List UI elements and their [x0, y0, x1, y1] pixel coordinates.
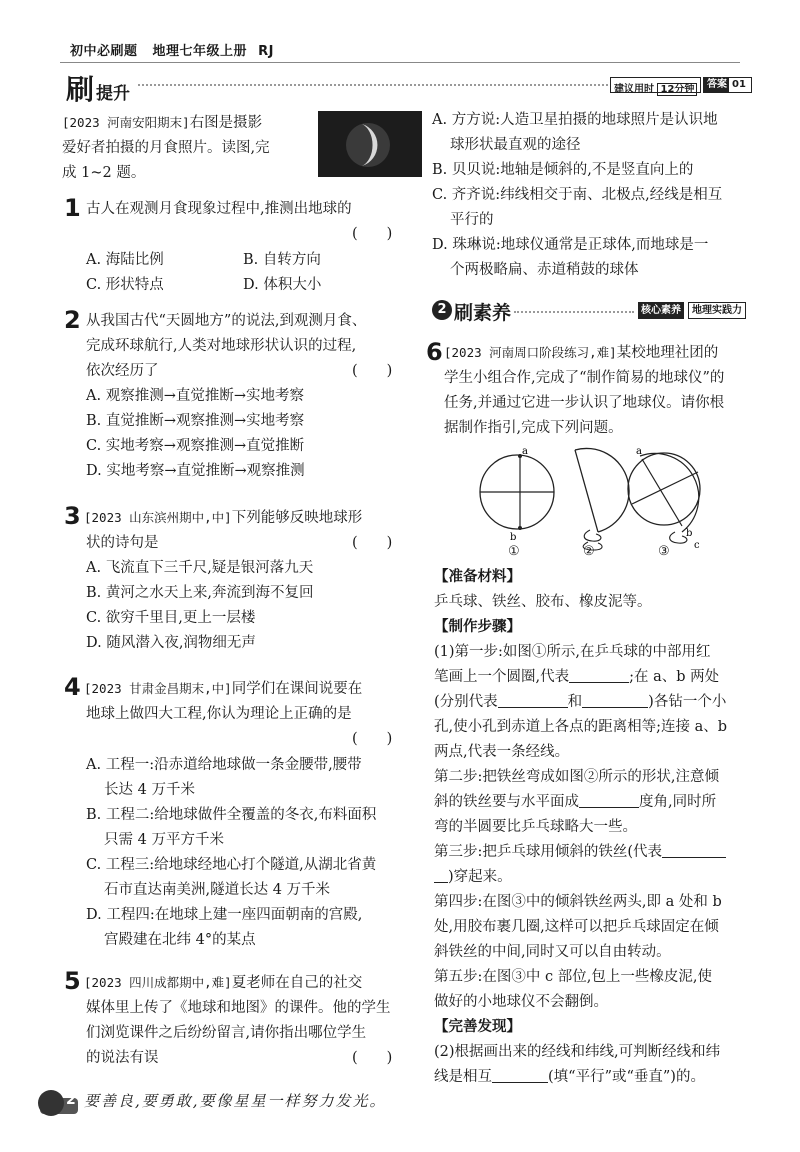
q3-source: [2023 山东滨州期中,中]	[84, 510, 232, 525]
step1-line-5: 两点,代表一条经线。	[434, 744, 570, 760]
q5-source: [2023 四川成都期中,难]	[84, 975, 232, 990]
q4-option-d-1[interactable]: D. 工程四:在地球上建一座四面朝南的宫殿,	[86, 907, 363, 923]
time-badge	[610, 77, 701, 93]
section-2-dotline	[514, 311, 634, 313]
footer-logo-icon	[38, 1090, 64, 1116]
intro-source: [2023 河南安阳期末]	[62, 115, 190, 130]
q4-option-d-2[interactable]: 宫殿建在北纬 4°的某点	[104, 932, 256, 948]
angle-blank[interactable]	[579, 792, 639, 808]
improve-line-2: 线是相互 (填“平行”或“垂直”)的。	[434, 1069, 705, 1085]
moon-icon	[318, 111, 422, 177]
series-name: 初中必刷题	[70, 44, 138, 59]
q4-number: 4	[64, 673, 81, 701]
figure-label-2: ②	[583, 544, 595, 559]
q1-option-b[interactable]: B. 自转方向	[243, 252, 321, 268]
time-label: 建议用时	[614, 84, 654, 95]
q3-option-d[interactable]: D. 随风潜入夜,润物细无声	[86, 635, 256, 651]
q5-number: 5	[64, 967, 81, 995]
improve-title: 【完善发现】	[434, 1018, 521, 1035]
lunar-eclipse-photo	[318, 111, 422, 177]
answer-label: 答案	[707, 79, 727, 90]
q4-option-c-2[interactable]: 石市直达南美洲,隧道长达 4 万千米	[104, 882, 331, 898]
fig3-point-b: b	[686, 528, 693, 539]
step3-line-1: 第三步:把乒乓球用倾斜的铁丝(代表	[434, 840, 726, 865]
step2-line-2: 斜的铁丝要与水平面成 度角,同时所	[434, 794, 717, 810]
q6-stem-4: 据制作指引,完成下列问题。	[444, 420, 623, 436]
step1-line-3: (分别代表 和 )各钻一个小	[434, 694, 727, 710]
q5-option-a-2[interactable]: 球形状最直观的途径	[450, 137, 581, 153]
q2-stem-3: 依次经历了	[86, 363, 159, 379]
q5-option-c-2[interactable]: 平行的	[450, 212, 494, 228]
materials-title: 【准备材料】	[434, 568, 521, 585]
q5-answer-blank[interactable]: ( )	[352, 1050, 393, 1066]
core-literacy-tag: 核心素养	[638, 302, 684, 319]
q4-stem-1: [2023 甘肃金昌期末,中]同学们在课间说要在	[84, 681, 363, 697]
section-2-header	[432, 298, 746, 324]
section-2-title: 刷素养	[454, 302, 512, 324]
fig3-point-c: c	[694, 540, 700, 551]
step4-line-3: 斜铁丝的中间,同时又可以自由转动。	[434, 944, 671, 960]
fig1-point-a: a	[522, 446, 528, 457]
q4-stem-2: 地球上做四大工程,你认为理论上正确的是	[86, 706, 352, 722]
steps-title: 【制作步骤】	[434, 618, 521, 635]
q1-option-d[interactable]: D. 体积大小	[243, 277, 322, 293]
q2-number: 2	[64, 306, 81, 334]
subject-name: 地理七年级上册	[152, 44, 248, 59]
q2-answer-blank[interactable]: ( )	[352, 363, 393, 379]
q3-option-c[interactable]: C. 欲穷千里目,更上一层楼	[86, 610, 256, 626]
q3-stem-2: 状的诗句是	[86, 535, 159, 551]
step1-line-2: 笔画上一个圆圈,代表 ;在 a、b 两处	[434, 669, 720, 685]
q3-option-a[interactable]: A. 飞流直下三千尺,疑是银河落九天	[86, 560, 314, 576]
section-brand	[66, 68, 130, 108]
figure-label-1: ①	[508, 544, 520, 559]
q2-option-c[interactable]: C. 实地考察→观察推测→直觉推断	[86, 438, 305, 454]
improve-line-1: (2)根据画出来的经线和纬线,可判断经线和纬	[434, 1044, 721, 1060]
practice-ability-tag: 地理实践力	[688, 302, 746, 319]
q6-number: 6	[426, 338, 443, 366]
intro-line-1: [2023 河南安阳期末]右图是摄影	[62, 115, 263, 131]
q5-stem-4: 的说法有误	[86, 1050, 159, 1066]
step2-line-1: 第二步:把铁丝弯成如图②所示的形状,注意倾	[434, 769, 719, 785]
q5-option-a-1[interactable]: A. 方方说:人造卫星拍摄的地球照片是认识地	[432, 112, 718, 128]
south-pole-blank[interactable]	[582, 692, 648, 708]
dotted-divider	[138, 84, 608, 86]
intro-line-3: 成 1~2 题。	[62, 165, 146, 181]
materials-list: 乒乓球、铁丝、胶布、橡皮泥等。	[434, 594, 652, 610]
brand-char: 刷	[66, 73, 95, 106]
q2-stem-2: 完成环球航行,人类对地球形状认识的过程,	[86, 338, 357, 354]
answer-page: 01	[728, 77, 752, 93]
q2-option-b[interactable]: B. 直觉推断→观察推测→实地考察	[86, 413, 305, 429]
figure-1	[480, 446, 554, 543]
q4-option-b-2[interactable]: 只需 4 万平方千米	[104, 832, 224, 848]
equator-blank[interactable]	[569, 667, 629, 683]
q4-answer-blank[interactable]: ( )	[352, 731, 393, 747]
header-rule	[60, 62, 740, 63]
q5-stem-3: 们浏览课件之后纷纷留言,请你指出哪位学生	[86, 1025, 367, 1041]
axis-blank[interactable]	[662, 842, 726, 858]
q2-option-d[interactable]: D. 实地考察→直觉推断→观察推测	[86, 463, 305, 479]
q4-source: [2023 甘肃金昌期末,中]	[84, 681, 232, 696]
time-value: 12分钟	[657, 83, 697, 96]
q6-stem-2: 学生小组合作,完成了“制作简易的地球仪”的	[444, 370, 725, 386]
answer-badge	[703, 77, 731, 93]
step1-line-1: (1)第一步:如图①所示,在乒乓球的中部用红	[434, 644, 711, 660]
north-pole-blank[interactable]	[498, 692, 568, 708]
step2-line-3: 弯的半圆要比乒乓球略大一些。	[434, 819, 637, 835]
q1-option-a[interactable]: A. 海陆比例	[86, 252, 164, 268]
fig3-point-a: a	[636, 446, 642, 457]
q6-stem-3: 任务,并通过它进一步认识了地球仪。请你根	[444, 395, 725, 411]
q5-option-d-2[interactable]: 个两极略扁、赤道稍鼓的球体	[450, 262, 639, 278]
fig1-point-b: b	[510, 532, 517, 543]
q1-option-c[interactable]: C. 形状特点	[86, 277, 164, 293]
q1-number: 1	[64, 194, 81, 222]
q3-option-b[interactable]: B. 黄河之水天上来,奔流到海不复回	[86, 585, 314, 601]
q1-answer-blank[interactable]: ( )	[352, 226, 393, 242]
q5-option-b[interactable]: B. 贝贝说:地轴是倾斜的,不是竖直向上的	[432, 162, 694, 178]
relation-blank[interactable]	[492, 1067, 548, 1083]
q5-stem-1: [2023 四川成都期中,难]夏老师在自己的社交	[84, 975, 363, 991]
step5-line-1: 第五步:在图③中 c 部位,包上一些橡皮泥,使	[434, 969, 712, 985]
step4-line-2: 处,用胶布裹几圈,这样可以把乒乓球固定在倾	[434, 919, 719, 935]
figure-3	[628, 446, 700, 551]
q4-option-b-1[interactable]: B. 工程二:给地球做件全覆盖的冬衣,布料面积	[86, 807, 377, 823]
q4-option-c-1[interactable]: C. 工程三:给地球经地心打个隧道,从湖北省黄	[86, 857, 377, 873]
section-2-icon: 2	[432, 300, 452, 320]
footer-motto: 要善良,要勇敢,要像星星一样努力发光。	[84, 1092, 387, 1110]
q5-option-d-1[interactable]: D. 珠琳说:地球仪通常是正球体,而地球是一	[432, 237, 709, 253]
q3-answer-blank[interactable]: ( )	[352, 535, 393, 551]
edition: RJ	[258, 44, 274, 59]
q5-stem-2: 媒体里上传了《地球和地图》的课件。他的学生	[86, 1000, 391, 1016]
q3-number: 3	[64, 502, 81, 530]
q1-stem: 古人在观测月食现象过程中,推测出地球的	[86, 201, 352, 217]
figure-2	[575, 448, 629, 550]
step4-line-1: 第四步:在图③中的倾斜铁丝两头,即 a 处和 b	[434, 894, 722, 910]
intro-line-2: 爱好者拍摄的月食照片。读图,完	[62, 140, 270, 156]
q3-stem-1: [2023 山东滨州期中,中]下列能够反映地球形	[84, 510, 363, 526]
figure-label-3: ③	[658, 544, 670, 559]
q2-option-a[interactable]: A. 观察推测→直觉推断→实地考察	[86, 388, 304, 404]
brand-sub: 提升	[96, 84, 131, 104]
q5-option-c-1[interactable]: C. 齐齐说:纬线相交于南、北极点,经线是相互	[432, 187, 723, 203]
q4-option-a-2[interactable]: 长达 4 万千米	[104, 782, 195, 798]
running-header	[70, 40, 274, 59]
q6-stem-1: [2023 河南周口阶段练习,难]某校地理社团的	[444, 345, 719, 361]
step1-line-4: 孔,使小孔到赤道上各点的距离相等;连接 a、b	[434, 719, 728, 735]
step5-line-2: 做好的小地球仪不会翻倒。	[434, 994, 608, 1010]
page-number: 2	[66, 1092, 76, 1108]
step3-line-2: )穿起来。	[434, 865, 512, 890]
q4-option-a-1[interactable]: A. 工程一:沿赤道给地球做一条金腰带,腰带	[86, 757, 362, 773]
q6-source: [2023 河南周口阶段练习,难]	[444, 345, 617, 360]
q2-stem-1: 从我国古代“天圆地方”的说法,到观测月食、	[86, 313, 367, 329]
